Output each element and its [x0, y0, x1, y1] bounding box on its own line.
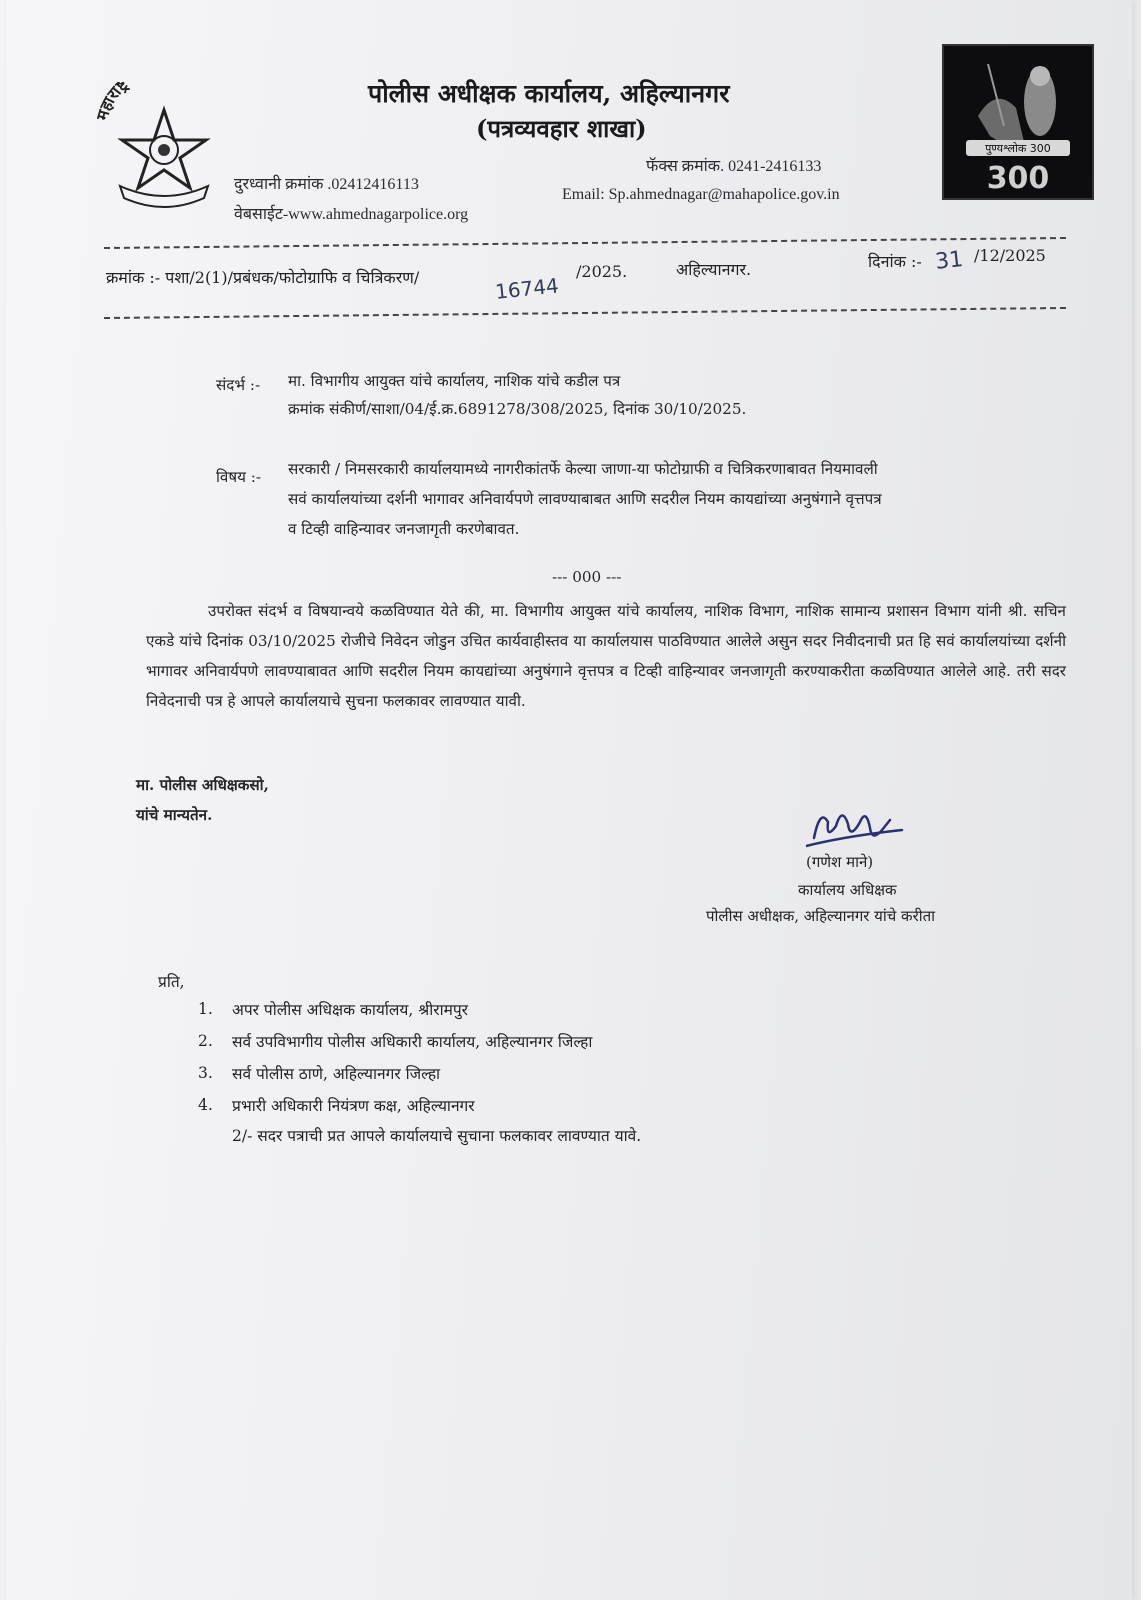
letter-page — [6, 0, 1132, 1600]
handwritten-date: 31 — [934, 247, 965, 275]
phone-number: दुरध्वानी क्रमांक .02412416113 — [234, 176, 419, 193]
recipient-text: सर्व पोलीस ठाणे, अहिल्यानगर जिल्हा — [232, 1065, 441, 1083]
subject-line-3: व टिव्ही वाहिन्यावर जनजागृती करणेबावत. — [288, 520, 520, 538]
recipient-number: 2. — [198, 1032, 213, 1050]
logo-text: महाराष्ट्र — [94, 82, 132, 123]
emblem-text: पुण्यश्लोक 300 — [985, 142, 1051, 155]
recipient-number: 1. — [198, 1000, 213, 1018]
recipient-text: प्रभारी अधिकारी नियंत्रण कक्ष, अहिल्यानगर — [232, 1097, 475, 1115]
svg-text:300: 300 — [986, 161, 1050, 196]
recipients-label: प्रति, — [158, 973, 185, 991]
letter-year: /2025. — [576, 262, 628, 281]
subject-line-1: सरकारी / निमसरकारी कार्यालयामध्ये नागरीकांतर्फे केल्या जाणा-या फोटोग्राफी व चित्रिकरणाबावत नियमावली — [288, 460, 878, 478]
fax-number: फॅक्स क्रमांक. 0241-2416133 — [646, 158, 822, 175]
date-suffix: /12/2025 — [974, 246, 1046, 265]
subject-line-2: सवं कार्यालयांच्या दर्शनी भागावर अनिवार्यपणे लावण्याबाबत आणि सदरील नियम कायद्यांच्या अनुषंगाने वृत्तपत्र — [288, 490, 882, 508]
signatory-name: (गणेश माने) — [806, 853, 874, 871]
top-rule — [104, 237, 1066, 249]
signature-mark — [806, 800, 916, 860]
approval-line-1: मा. पोलीस अधिक्षकसो, — [136, 776, 269, 794]
handwritten-letter-number: 16744 — [494, 273, 560, 304]
email-address: Email: Sp.ahmednagar@mahapolice.gov.in — [562, 186, 840, 203]
approval-line-2: यांचे मान्यतेन. — [136, 806, 213, 824]
bottom-rule — [104, 307, 1066, 319]
separator: --- 000 --- — [552, 568, 622, 586]
recipient-text: अपर पोलीस अधिक्षक कार्यालय, श्रीरामपुर — [232, 1001, 469, 1019]
letter-number: क्रमांक :- पशा/2(1)/प्रबंधक/फोटोग्राफि व चित्रिकरण/ — [106, 268, 420, 287]
police-logo — [94, 82, 234, 212]
branch-title: (पत्रव्यवहार शाखा) — [476, 114, 647, 143]
subject-label: विषय :- — [216, 468, 262, 486]
date-label: दिनांक :- — [868, 252, 922, 271]
recipient-number: 4. — [198, 1096, 213, 1114]
body-paragraph-text: उपरोक्त संदर्भ व विषयान्वये कळविण्यात येते की, मा. विभागीय आयुक्त यांचे कार्यालय, नाशिक विभाग, नाशिक सामान्य प्रशासन विभाग यांनी श्री. सचिन एकडे यांचे दिनांक 03/10/2025 रोजीचे निवेदन जोडुन उचित कार्यवाहीस्तव या कार्यालयास पाठविण्यात आलेले असुन सदर निवीदनाची प्रत हि सवं कार्यालयांच्या दर्शनी भागावर अनिवार्यपणे लावण्याबावत आणि सदरील नियम कायद्यांच्या अनुषंगाने वृत्तपत्र व टिव्ही वाहिन्यावर जनजागृती करण्याकरीता कळविण्यात आलेले आहे. तरी सदर निवेदनाची पत्र हे आपले कार्यालयाचे सुचना फलकावर लावण्यात यावी. — [146, 602, 1066, 710]
signatory-on-behalf: पोलीस अधीक्षक, अहिल्यानगर यांचे करीता — [706, 907, 936, 925]
reference-line-2: क्रमांक संकीर्ण/साशा/04/ई.क्र.6891278/308/2025, दिनांक 30/10/2025. — [288, 400, 747, 418]
commemorative-emblem — [942, 44, 1094, 200]
recipients-note: 2/- सदर पत्राची प्रत आपले कार्यालयाचे सुचाना फलकावर लावण्यात यावे. — [232, 1127, 642, 1145]
reference-line-1: मा. विभागीय आयुक्त यांचे कार्यालय, नाशिक यांचे कडील पत्र — [288, 372, 621, 390]
recipient-number: 3. — [198, 1064, 213, 1082]
letter-place: अहिल्यानगर. — [676, 260, 752, 279]
reference-label: संदर्भ :- — [216, 376, 261, 394]
body-paragraph — [146, 596, 1066, 716]
website: वेबसाईट-www.ahmednagarpolice.org — [234, 206, 469, 223]
signatory-designation: कार्यालय अधिक्षक — [798, 881, 897, 899]
recipient-text: सर्व उपविभागीय पोलीस अधिकारी कार्यालय, अहिल्यानगर जिल्हा — [232, 1033, 593, 1051]
office-title: पोलीस अधीक्षक कार्यालय, अहिल्यानगर — [368, 79, 730, 108]
